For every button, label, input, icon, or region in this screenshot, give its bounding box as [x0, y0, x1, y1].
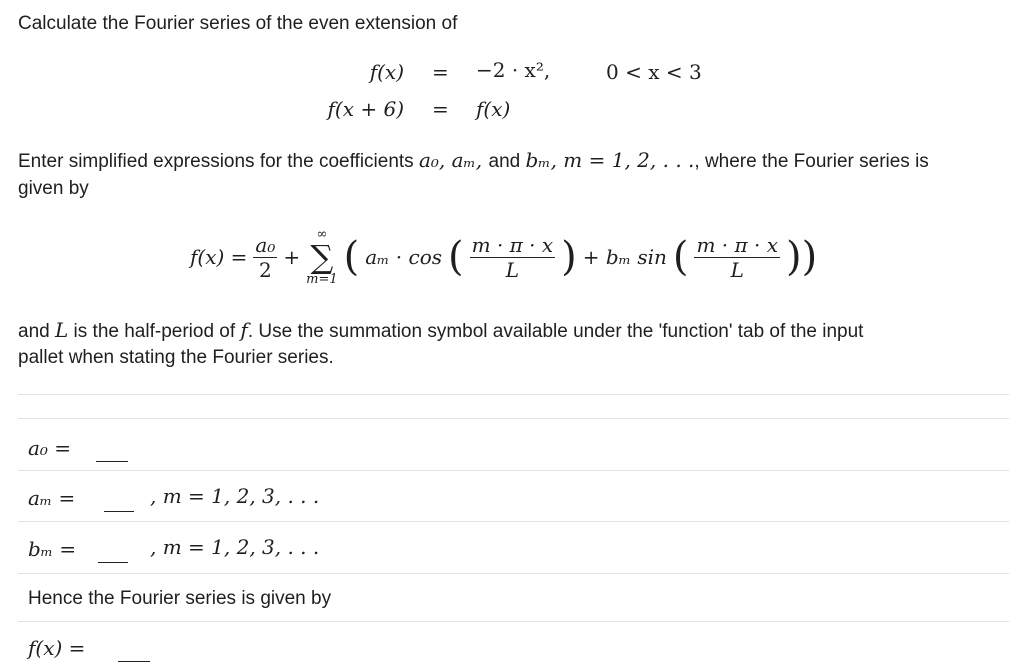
bm-range: bₘ, m = 1, 2, . . .	[525, 148, 695, 172]
def-row1-domain: 0 < x < 3	[606, 60, 702, 84]
a0-half-fraction	[253, 233, 277, 282]
instructions-line1	[18, 148, 929, 173]
divider	[18, 470, 1009, 471]
divider	[18, 394, 1009, 395]
formula-lhs: f(x) =	[190, 245, 248, 269]
am-label: aₘ =	[28, 486, 76, 510]
bm-label: bₘ =	[28, 537, 77, 561]
hence-text: Hence the Fourier series is given by	[28, 588, 332, 609]
period-note-line2: pallet when stating the Fourier series.	[18, 347, 334, 368]
am-answer-input[interactable]	[104, 511, 134, 512]
symbol-f: f	[240, 318, 248, 342]
series-formula: f(x) = $\frac{\text{a₀}}{2}$ + ∞ ∑ m=1 ( aₘ · cos ( $\frac{m \cdot \pi \cdot x}{L}$ ) + bₘ sin ( $\frac{m \cdot \pi \cdot x}{L}$ ))	[190, 227, 818, 287]
sum-upper-limit: ∞	[316, 227, 328, 242]
period-note-line1	[18, 318, 863, 343]
sin-argument	[694, 233, 780, 282]
plus-sign: +	[283, 245, 301, 269]
instructions-and: and	[488, 151, 526, 172]
cos-arg-denominator: L	[505, 257, 520, 282]
def-row2-lhs: f(x + 6)	[327, 97, 404, 121]
instructions-text-b: , where the Fourier series is	[694, 151, 929, 172]
period-note-and: and	[18, 321, 55, 342]
def-row2-rhs: f(x)	[476, 97, 511, 121]
am-range: , m = 1, 2, 3, . . .	[150, 484, 320, 508]
instructions-line2: given by	[18, 178, 89, 199]
divider	[18, 521, 1009, 522]
sum-lower-limit: m=1	[306, 272, 338, 287]
def-row1-eq: =	[432, 60, 449, 84]
a0-answer-input[interactable]	[96, 461, 128, 462]
a0-label: a₀ =	[28, 436, 72, 460]
def-row1-lhs: f(x)	[369, 60, 404, 84]
instructions-text-a: Enter simplified expressions for the coefficients	[18, 151, 419, 172]
summation	[306, 227, 338, 287]
bm-range-answer: , m = 1, 2, 3, . . .	[150, 535, 320, 559]
cos-arg-numerator: m · π · x	[471, 232, 554, 257]
a0-numerator: a₀	[255, 232, 276, 257]
fourier-series-answer-input[interactable]	[118, 661, 150, 662]
symbol-L: L	[54, 318, 69, 342]
divider	[18, 418, 1009, 419]
am-cos: aₘ · cos	[365, 245, 443, 269]
divider	[18, 573, 1009, 574]
cos-argument	[470, 233, 556, 282]
divider	[18, 621, 1009, 622]
sigma-symbol: ∑	[310, 238, 334, 276]
period-note-end: . Use the summation symbol available under the 'function' tab of the input	[247, 321, 864, 342]
sin-arg-numerator: m · π · x	[696, 232, 779, 257]
def-row1-rhs: −2 · x²,	[476, 58, 551, 82]
sin-arg-denominator: L	[730, 257, 744, 282]
fx-label: f(x) =	[28, 636, 86, 660]
def-row2-eq: =	[432, 97, 449, 121]
bm-answer-input[interactable]	[98, 562, 128, 563]
coefficient-list: a₀, aₘ,	[418, 148, 489, 172]
intro-text: Calculate the Fourier series of the even extension of	[18, 13, 458, 34]
bm-sin: + bₘ sin	[582, 245, 667, 269]
period-note-mid: is the half-period of	[68, 321, 241, 342]
a0-denominator: 2	[259, 257, 272, 282]
